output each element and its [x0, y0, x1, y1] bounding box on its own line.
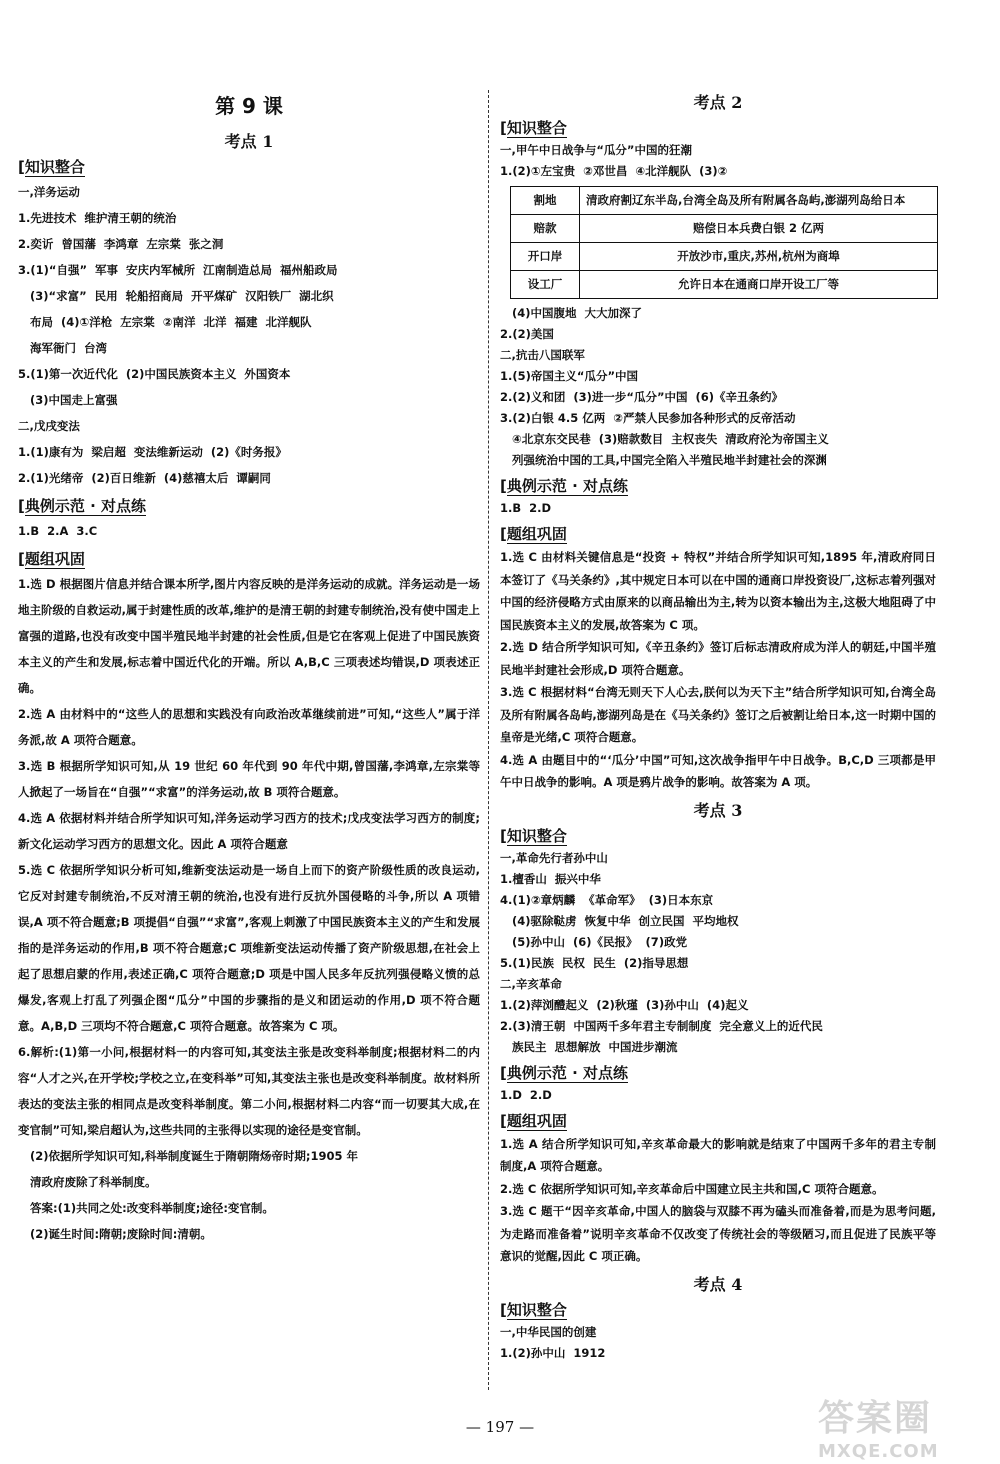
tizu-answer: 3.选 B 根据所学知识可知,从 19 世纪 60 年代到 90 年代中期,曾国藩,李鸿章,左宗棠等人掀起了一场旨在“自强”“求富”的洋务运动,故 B 项符合题意。 [18, 759, 480, 799]
tizu-answer: 1.选 C 由材料关键信息是“投资 + 特权”并结合所学知识可知,1895 年,清政府同日本签订了《马关条约》,其中规定日本可以在中国的通商口岸投资设厂,这标志着列强对中国的经济侵略方式由原来的以商品输出为主,转为以资本输出为主,这极大地阻碍了中国民族资本主义的发展,故答案为 C 项。 [500, 550, 936, 632]
tizu-tail-line: (2)诞生时间:隋朝;废除时间:清朝。 [18, 1227, 212, 1241]
dianli-answers: 1.B 2.A 3.C [18, 524, 98, 538]
table-row [511, 271, 938, 299]
tizu-answer: 4.选 A 依据材料并结合所学知识可知,洋务运动学习西方的技术;戊戌变法学习西方的制度;新文化运动学习西方的思想文化。因此 A 项符合题意 [18, 811, 480, 851]
section-zhishi: [ 知识整合 [500, 117, 936, 138]
geming-line: (4)驱除鞑虏 恢复中华 创立民国 平均地权 [500, 913, 739, 928]
kaodian-2-title: 考点 2 [693, 93, 743, 112]
tizu-answer: 5.选 C 依据所学知识分析可知,维新变法运动是一场自上而下的资产阶级性质的改良运动,它反对封建专制统治,不反对清王朝的统治,也没有进行反抗外国侵略的斗争,所以 A 项错误,A 项不符合题意;B 项提倡“自强”“求富”,客观上刺激了中国民族资本主义的产生和发展指的是洋务运动的作用,B 项不符合题意;C 项维新变法运动传播了资产阶级思想,在社会上起了思想启蒙的作用,表述正确,C 项符合题意;D 项是中国人民多年反抗列强侵略义愤的总爆发,客观上打乱了列强企图“瓜分”中国的步骤指的是义和团运动的作用,D 项不符合题意。A,B,D 三项均不符合题意,C 项符合题意。故答案为 C 项。 [18, 863, 480, 1033]
watermark-url: MXQE.COM [818, 1441, 939, 1462]
table-row [511, 243, 938, 271]
minguo-line: 1.(2)孙中山 1912 [500, 1345, 606, 1360]
lesson-title: 第 9 课 [215, 94, 283, 118]
section-dianli: [ 典例示范 · 对点练 [18, 495, 480, 516]
section-zhishi: [ 知识整合 [500, 825, 936, 846]
yangwu-line: (3)“求富” 民用 轮船招商局 开平煤矿 汉阳铁厂 湖北织 [18, 289, 334, 303]
section-dianli: [ 典例示范 · 对点练 [500, 475, 936, 496]
baguo-line: 1.(5)帝国主义“瓜分”中国 [500, 369, 638, 383]
jiawu-line: (4)中国腹地 大大加深了 [500, 306, 643, 320]
dianli-answers: 1.D 2.D [500, 1087, 552, 1102]
treaty-key: 割地 [511, 187, 580, 215]
yangwu-line: 3.(1)“自强” 军事 安庆内军械所 江南制造总局 福州船政局 [18, 263, 338, 277]
treaty-value: 开放沙市,重庆,苏州,杭州为商埠 [580, 243, 938, 271]
tizu-tail-line: 清政府废除了科举制度。 [18, 1175, 157, 1189]
tizu-answer: 2.选 C 依据所学知识可知,辛亥革命后中国建立民主共和国,C 项符合题意。 [500, 1181, 884, 1196]
wuxu-title: 二,戊戌变法 [18, 419, 80, 433]
baguo-line: 列强统治中国的工具,中国完全陷入半殖民地半封建社会的深渊 [500, 453, 827, 467]
wuxu-line: 2.(1)光绪帝 (2)百日维新 (4)慈禧太后 谭嗣同 [18, 471, 271, 485]
section-zhishi: [ 知识整合 [500, 1299, 936, 1320]
tizu-answer: 4.选 A 由题目中的“‘瓜分’中国”可知,这次战争指甲午中日战争。B,C,D 三项都是甲午中日战争的影响。A 项是鸦片战争的影响。故答案为 A 项。 [500, 752, 936, 789]
section-dianli: [ 典例示范 · 对点练 [500, 1062, 936, 1083]
right-column [500, 86, 936, 1364]
jiawu-line: 1.(2)①左宝贵 ②邓世昌 ④北洋舰队 (3)② [500, 164, 728, 178]
geming-line: 1.檀香山 振兴中华 [500, 871, 601, 886]
yangwu-title: 一,洋务运动 [18, 185, 80, 199]
treaty-key: 开口岸 [511, 243, 580, 271]
tizu-answer: 3.选 C 根据材料“台湾无则天下人心去,朕何以为天下主”结合所学知识可知,台湾全岛及所有附属各岛屿,澎湖列岛是在《马关条约》签订之后被割让给日本,这一时期中国的皇帝是光绪,C 项符合题意。 [500, 685, 936, 744]
yangwu-line: 布局 (4)①洋枪 左宗棠 ②南洋 北洋 福建 北洋舰队 [18, 315, 312, 329]
dianli-answers: 1.B 2.D [500, 501, 552, 515]
kaodian-3-title: 考点 3 [693, 800, 743, 820]
table-row [511, 215, 938, 243]
table-row [511, 187, 938, 215]
xinhai-line: 2.(3)清王朝 中国两千多年君主专制制度 完全意义上的近代民 [500, 1018, 823, 1033]
section-tizu: [ 题组巩固 [18, 548, 480, 569]
section-tizu: [ 题组巩固 [500, 523, 936, 544]
treaty-value: 赔偿日本兵费白银 2 亿两 [580, 215, 938, 243]
tizu-tail-line: 答案:(1)共同之处:改变科举制度;途径:变官制。 [18, 1201, 274, 1215]
watermark-logo [818, 1390, 988, 1460]
treaty-value: 允许日本在通商口岸开设工厂等 [580, 271, 938, 299]
tizu-answer: 1.选 D 根据图片信息并结合课本所学,图片内容反映的是洋务运动的成就。洋务运动是一场地主阶级的自救运动,属于封建性质的改革,维护的是清王朝的封建专制统治,没有使中国走上富强的道路,也没有改变中国半殖民地半封建的社会性质,但是它在客观上促进了中国民族资本主义的产生和发展,标志着中国近代化的开端。所以 A,B,C 三项表述均错误,D 项表述正确。 [18, 577, 480, 695]
column-divider [488, 90, 489, 1390]
baguo-line: ④北京东交民巷 (3)赔款数目 主权丧失 清政府沦为帝国主义 [500, 432, 829, 446]
xinhai-line: 族民主 思想解放 中国进步潮流 [500, 1039, 678, 1054]
tizu-answer: 6.解析:(1)第一小问,根据材料一的内容可知,其变法主张是改变科举制度;根据材料二的内容“人才之兴,在开学校;学校之立,在变科举”可知,其变法主张也是改变科举制度。故材料所表达的变法主张的相同点是改变科举制度。第二小问,根据材料二内容“而一切要其大成,在变官制”可知,梁启超认为,这些共同的主张得以实现的途径是变官制。 [18, 1045, 480, 1137]
tizu-tail-line: (2)依据所学知识可知,科举制度诞生于隋朝隋炀帝时期;1905 年 [18, 1149, 359, 1163]
geming-line: 5.(1)民族 民权 民生 (2)指导思想 [500, 955, 689, 970]
yangwu-line: 5.(1)第一次近代化 (2)中国民族资本主义 外国资本 [18, 367, 291, 381]
geming-line: (5)孙中山 (6)《民报》 (7)政党 [500, 934, 688, 949]
geming-title: 一,革命先行者孙中山 [500, 850, 608, 865]
xinhai-title: 二,辛亥革命 [500, 976, 562, 991]
baguo-title: 二,抗击八国联军 [500, 348, 585, 362]
tizu-answer: 1.选 A 结合所学知识可知,辛亥革命最大的影响就是结束了中国两千多年的君主专制制度,A 项符合题意。 [500, 1136, 936, 1173]
kaodian-4-title: 考点 4 [693, 1274, 743, 1294]
tizu-answer: 2.选 A 由材料中的“这些人的思想和实践没有向政治改革继续前进”可知,“这些人”属于洋务派,故 A 项符合题意。 [18, 707, 480, 747]
baguo-line: 3.(2)白银 4.5 亿两 ②严禁人民参加各种形式的反帝活动 [500, 411, 796, 425]
tizu-answer: 2.选 D 结合所学知识可知,《辛丑条约》签订后标志清政府成为洋人的朝廷,中国半殖民地半封建社会形成,D 项符合题意。 [500, 640, 936, 677]
tizu-answer: 3.选 C 题干“因辛亥革命,中国人的脑袋与双膝不再为磕头而准备着,而是为思考问题,为走路而准备着”说明辛亥革命不仅改变了传统社会的等级陋习,而且促进了民族平等意识的觉醒,因此 C 项正确。 [500, 1204, 936, 1263]
treaty-key: 设工厂 [511, 271, 580, 299]
xinhai-line: 1.(2)萍浏醴起义 (2)秋瑾 (3)孙中山 (4)起义 [500, 997, 749, 1012]
treaty-table [510, 186, 938, 299]
yangwu-line: (3)中国走上富强 [18, 393, 118, 407]
treaty-key: 赔款 [511, 215, 580, 243]
treaty-value: 清政府割辽东半岛,台湾全岛及所有附属各岛屿,澎湖列岛给日本 [580, 187, 938, 215]
kaodian-1-title: 考点 1 [224, 132, 274, 151]
geming-line: 4.(1)②章炳麟 《革命军》 (3)日本东京 [500, 892, 714, 907]
baguo-line: 2.(2)义和团 (3)进一步“瓜分”中国 (6)《辛丑条约》 [500, 390, 784, 404]
wuxu-line: 1.(1)康有为 梁启超 变法维新运动 (2)《时务报》 [18, 445, 287, 459]
jiawu-title: 一,甲午中日战争与“瓜分”中国的狂潮 [500, 143, 692, 157]
watermark-text: 答案圈 [818, 1398, 933, 1439]
yangwu-line: 1.先进技术 维护清王朝的统治 [18, 211, 177, 225]
left-column [18, 86, 480, 1247]
yangwu-line: 海军衙门 台湾 [18, 341, 108, 355]
section-tizu: [ 题组巩固 [500, 1110, 936, 1131]
minguo-title: 一,中华民国的创建 [500, 1324, 597, 1339]
page-number: — 197 — [465, 1418, 535, 1436]
jiawu-line: 2.(2)美国 [500, 327, 554, 341]
section-zhishi: [ 知识整合 [18, 156, 480, 177]
yangwu-line: 2.奕䜣 曾国藩 李鸿章 左宗棠 张之洞 [18, 237, 224, 251]
